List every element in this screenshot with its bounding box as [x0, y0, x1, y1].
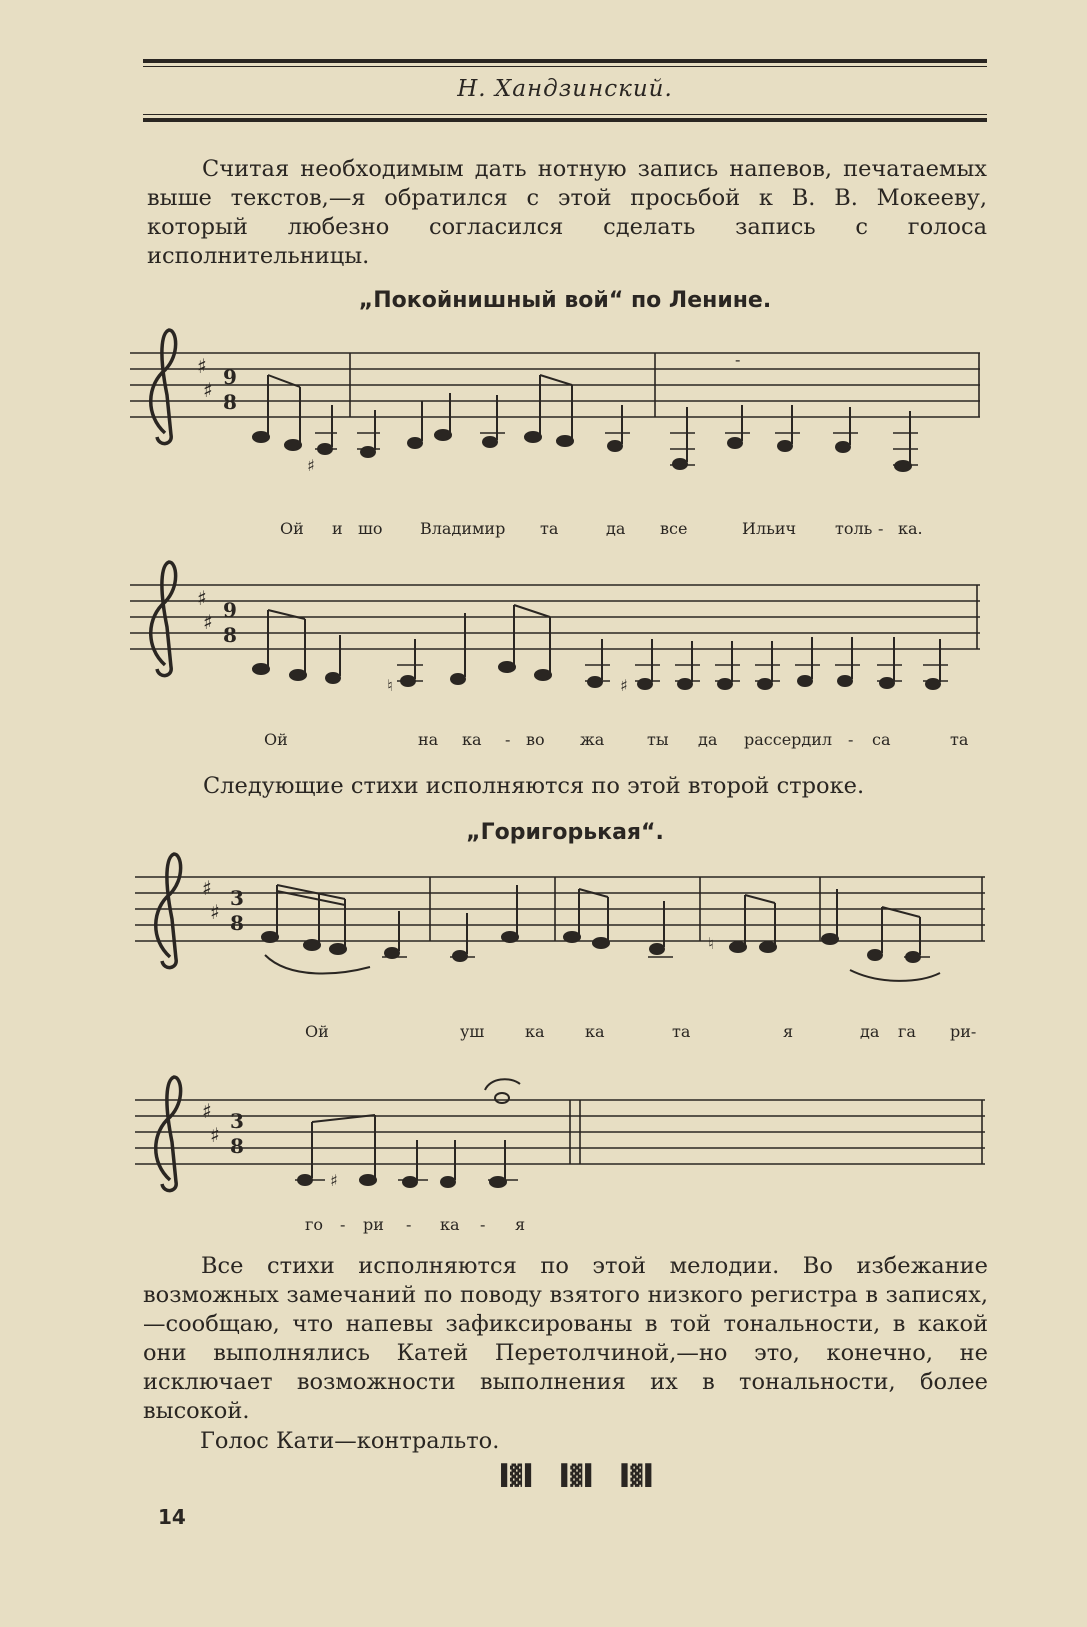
svg-text:-: -	[735, 350, 741, 369]
lyric: Ильич	[742, 519, 797, 538]
lyric: Ой	[264, 730, 288, 749]
header-rule-bottom-thin	[143, 114, 987, 115]
lyric: -	[340, 1215, 346, 1234]
lyric: та	[672, 1022, 691, 1041]
svg-text:♯: ♯	[203, 378, 213, 402]
svg-text:♮: ♮	[708, 934, 714, 953]
song1-staff-1	[125, 325, 985, 495]
svg-text:♯: ♯	[197, 354, 207, 378]
svg-text:9: 9	[223, 365, 237, 389]
song2-title: „Горигорькая“.	[466, 820, 664, 845]
lyric: все	[660, 519, 688, 538]
svg-text:♯: ♯	[307, 456, 315, 475]
lyric: -	[505, 730, 511, 749]
song1-title: „Покойнишный вой“ по Ленине.	[358, 288, 772, 313]
svg-text:8: 8	[230, 911, 244, 935]
lyric: ка.	[898, 519, 923, 538]
lyric: уш	[460, 1022, 485, 1041]
lyric: Ой	[305, 1022, 329, 1041]
lyric: го	[305, 1215, 324, 1234]
lyric: я	[783, 1022, 794, 1041]
header-rule-bottom	[143, 118, 987, 122]
svg-text:♯: ♯	[203, 610, 213, 634]
lyric: ри	[363, 1215, 384, 1234]
lyric: -	[406, 1215, 412, 1234]
svg-text:♯: ♯	[202, 1099, 212, 1123]
lyric: я	[515, 1215, 526, 1234]
voice-note: Голос Кати—контральто.	[200, 1428, 500, 1454]
lyric: -	[878, 519, 884, 538]
svg-text:9: 9	[223, 598, 237, 622]
svg-text:♯: ♯	[330, 1171, 338, 1190]
svg-text:♯: ♯	[210, 900, 220, 924]
page-number: 14	[158, 1505, 186, 1529]
svg-text:♯: ♯	[197, 586, 207, 610]
lyric: жа	[580, 730, 605, 749]
header-rule-top-thin	[143, 66, 987, 67]
header-rule-top	[143, 59, 987, 63]
song2-staff-2	[130, 1060, 990, 1220]
lyric: га	[898, 1022, 916, 1041]
mid-sentence: Следующие стихи исполняются по этой второй строке.	[203, 773, 865, 799]
svg-text:3: 3	[230, 886, 244, 910]
ornament: ▐▓▌ ▐▓▌ ▐▓▌	[495, 1463, 661, 1487]
lyric: ты	[647, 730, 669, 749]
lyric: рассердил	[744, 730, 833, 749]
svg-text:8: 8	[223, 623, 237, 647]
lyric: и	[332, 519, 343, 538]
lyric: да	[606, 519, 626, 538]
lyric: ка	[585, 1022, 605, 1041]
lyric: ка	[525, 1022, 545, 1041]
closing-paragraph: Все стихи исполняются по этой мелодии. Во избежание возможных замечаний по поводу взятого низкого регистра в записях,—сообщаю, что напевы зафиксированы в той тональности, в какой они выполнялись Катей Перетолчиной,—но это, конечно, не исключает возможности выполнения их в тональности, более высокой.	[143, 1253, 988, 1424]
svg-text:3: 3	[230, 1109, 244, 1133]
song2-staff-1	[130, 845, 990, 1015]
svg-text:8: 8	[223, 390, 237, 414]
svg-text:♯: ♯	[202, 876, 212, 900]
lyric: -	[480, 1215, 486, 1234]
intro-paragraph: Считая необходимым дать нотную запись напевов, печатаемых выше текстов,—я обратился с этой просьбой к В. В. Мокееву, который любезно согласился сделать запись с голоса исполнительницы.	[147, 156, 987, 269]
lyric: Владимир	[420, 519, 506, 538]
song1-staff-2	[125, 555, 985, 725]
lyric: да	[698, 730, 718, 749]
lyric: шо	[358, 519, 383, 538]
lyric: -	[848, 730, 854, 749]
lyric: ка	[462, 730, 482, 749]
lyric: са	[872, 730, 891, 749]
svg-text:♮: ♮	[387, 676, 393, 695]
lyric: ка	[440, 1215, 460, 1234]
lyric: Ой	[280, 519, 304, 538]
svg-text:8: 8	[230, 1134, 244, 1158]
svg-text:♯: ♯	[210, 1123, 220, 1147]
svg-text:♯: ♯	[620, 676, 628, 695]
lyric: во	[526, 730, 545, 749]
lyric: да	[860, 1022, 880, 1041]
lyric: на	[418, 730, 439, 749]
header-title: Н. Хандзинский.	[457, 76, 673, 102]
lyric: ри-	[950, 1022, 977, 1041]
lyric: та	[540, 519, 559, 538]
lyric: та	[950, 730, 969, 749]
lyric: толь	[835, 519, 873, 538]
